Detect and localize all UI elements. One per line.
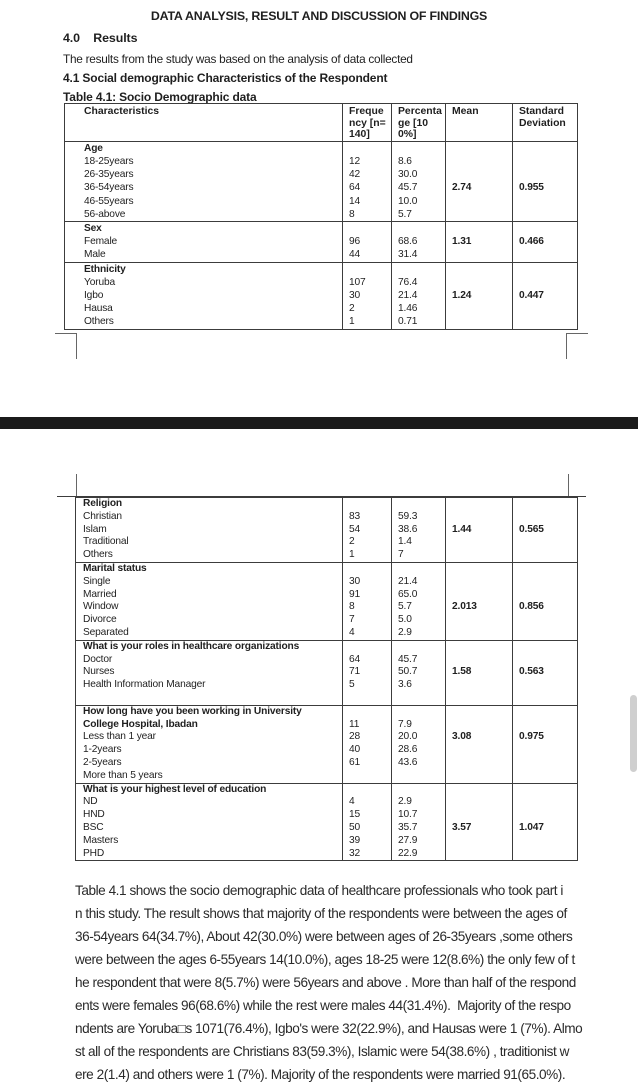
cell-standard-deviation: 0.565	[513, 524, 578, 537]
cell-mean	[446, 796, 513, 809]
cell-label: Others	[84, 316, 114, 328]
cell-standard-deviation	[513, 562, 578, 575]
paragraph-line: ents were females 96(68.6%) while the rest were males 44(31.4%). Majority of the respo	[75, 998, 571, 1013]
cell-frequency: 12	[343, 155, 392, 168]
cell-standard-deviation	[513, 141, 578, 155]
crop-mark-bottom-left	[55, 333, 77, 359]
cell-label: What is your highest level of education	[76, 783, 343, 796]
section-heading-4-1: 4.1 Social demographic Characteristics of the Respondent	[63, 71, 388, 85]
cell-mean	[446, 195, 513, 208]
cell-label: Doctor	[83, 653, 113, 665]
cell-label: Male	[84, 249, 106, 261]
cell-frequency: 64	[343, 654, 392, 667]
table-row	[65, 248, 578, 262]
cell-standard-deviation: 0.447	[513, 289, 578, 302]
cell-standard-deviation	[513, 627, 578, 640]
cell-standard-deviation	[513, 195, 578, 208]
cell-percentage	[392, 498, 446, 511]
cell-label: 56-above	[84, 208, 126, 220]
cell-percentage: 45.7	[392, 181, 446, 194]
table-row	[76, 524, 578, 537]
cell-label: Age	[65, 141, 343, 155]
table-row	[76, 576, 578, 589]
paragraph-line: were between the ages 6-55years 14(10.0%), ages 18-25 were 12(8.6%) the only few of t	[75, 952, 575, 967]
header-cell-standard-deviation: Standard Deviation	[513, 104, 578, 142]
table-row	[76, 627, 578, 640]
cell-mean	[446, 276, 513, 289]
cell-frequency	[343, 498, 392, 511]
table-row	[76, 744, 578, 757]
cell-frequency: 5	[343, 679, 392, 692]
cell-mean	[446, 614, 513, 627]
cell-standard-deviation	[513, 536, 578, 549]
cell-mean	[446, 262, 513, 276]
cell-percentage: 5.0	[392, 614, 446, 627]
paragraph-line: n this study. The result shows that majority of the respondents were between the ages of	[75, 906, 567, 921]
cell-mean	[446, 640, 513, 653]
demographics-table-page1	[64, 103, 578, 330]
cell-percentage: 1.46	[392, 302, 446, 315]
cell-standard-deviation	[513, 222, 578, 236]
table-row	[76, 536, 578, 549]
cell-percentage: 38.6	[392, 524, 446, 537]
cell-label: 2-5years	[83, 756, 122, 768]
paragraph-line: st all of the respondents are Christians 83(59.3%), Islamic were 54(38.6%) , traditionist w	[75, 1044, 569, 1059]
cell-percentage: 2.9	[392, 796, 446, 809]
table-row	[65, 302, 578, 315]
cell-mean	[446, 549, 513, 562]
cell-frequency: 8	[343, 601, 392, 614]
cell-standard-deviation	[513, 770, 578, 783]
table-row	[76, 809, 578, 822]
cell-mean	[446, 168, 513, 181]
cell-percentage: 59.3	[392, 511, 446, 524]
cell-mean	[446, 705, 513, 731]
cell-mean: 3.08	[446, 731, 513, 744]
cell-label: Traditional	[83, 536, 129, 548]
cell-frequency: 96	[343, 235, 392, 248]
cell-percentage: 65.0	[392, 589, 446, 602]
cell-percentage: 0.71	[392, 315, 446, 329]
cell-frequency: 14	[343, 195, 392, 208]
cell-standard-deviation	[513, 692, 578, 705]
cell-frequency: 44	[343, 248, 392, 262]
cell-mean: 1.44	[446, 524, 513, 537]
cell-frequency: 2	[343, 536, 392, 549]
table-row	[76, 731, 578, 744]
cell-frequency: 61	[343, 757, 392, 770]
cell-label: Nurses	[83, 666, 115, 678]
cell-label: BSC	[83, 821, 104, 833]
table-row	[76, 770, 578, 783]
cell-standard-deviation	[513, 835, 578, 848]
cell-percentage: 20.0	[392, 731, 446, 744]
header-cell-mean: Mean	[446, 104, 513, 142]
cell-percentage: 2.9	[392, 627, 446, 640]
cell-frequency	[343, 770, 392, 783]
cell-percentage: 10.7	[392, 809, 446, 822]
cell-percentage: 5.7	[392, 208, 446, 222]
cell-label: Divorce	[83, 614, 117, 626]
cell-mean	[446, 679, 513, 692]
cell-label: How long have you been working in University College Hospital, Ibadan	[76, 705, 343, 731]
cell-percentage: 21.4	[392, 289, 446, 302]
cell-mean	[446, 848, 513, 861]
cell-frequency: 91	[343, 589, 392, 602]
cell-percentage: 7	[392, 549, 446, 562]
cell-percentage: 50.7	[392, 666, 446, 679]
cell-label: Ethnicity	[65, 262, 343, 276]
cell-frequency: 4	[343, 796, 392, 809]
table-section-header-row	[76, 498, 578, 511]
cell-mean	[446, 757, 513, 770]
cell-label: ND	[83, 796, 98, 808]
document-title: DATA ANALYSIS, RESULT AND DISCUSSION OF FINDINGS	[150, 9, 488, 23]
table-row	[76, 601, 578, 614]
cell-percentage: 10.0	[392, 195, 446, 208]
cell-mean: 3.57	[446, 822, 513, 835]
cell-percentage: 43.6	[392, 757, 446, 770]
cell-label: Hausa	[84, 303, 113, 315]
cell-mean	[446, 576, 513, 589]
cell-label	[76, 692, 343, 705]
table-row	[76, 549, 578, 562]
table-section-header-row	[76, 705, 578, 731]
cell-frequency: 32	[343, 848, 392, 861]
cell-standard-deviation: 0.975	[513, 731, 578, 744]
demographics-table-page2	[75, 497, 578, 861]
cell-mean	[446, 809, 513, 822]
cell-standard-deviation: 0.466	[513, 235, 578, 248]
cell-standard-deviation	[513, 848, 578, 861]
cell-label: Islam	[83, 523, 107, 535]
cell-label: Health Information Manager	[83, 679, 206, 691]
cell-mean: 1.24	[446, 289, 513, 302]
table-row	[65, 155, 578, 168]
cell-mean	[446, 562, 513, 575]
table-row	[65, 181, 578, 194]
cell-mean	[446, 222, 513, 236]
table-row	[65, 276, 578, 289]
cell-standard-deviation	[513, 248, 578, 262]
cell-label: More than 5 years	[83, 769, 163, 781]
cell-percentage: 28.6	[392, 744, 446, 757]
header-cell-percentage: Percentage [100%]	[392, 104, 446, 142]
cell-standard-deviation	[513, 549, 578, 562]
table-section-header-row	[65, 222, 578, 236]
cell-frequency: 83	[343, 511, 392, 524]
cell-standard-deviation	[513, 302, 578, 315]
intro-text: The results from the study was based on the analysis of data collected	[63, 52, 413, 66]
cell-label: 26-35years	[84, 169, 134, 181]
cell-label: Others	[83, 549, 113, 561]
cell-label: Religion	[76, 498, 343, 511]
cell-standard-deviation	[513, 783, 578, 796]
cell-mean	[446, 692, 513, 705]
cell-label: HND	[83, 809, 105, 821]
cell-frequency	[343, 222, 392, 236]
analysis-paragraph	[75, 879, 583, 1086]
cell-label: Separated	[83, 626, 129, 638]
cell-percentage	[392, 770, 446, 783]
section-heading-4-0: 4.0 Results	[63, 31, 138, 45]
cell-percentage: 22.9	[392, 848, 446, 861]
cell-standard-deviation	[513, 168, 578, 181]
cell-frequency	[343, 562, 392, 575]
cell-frequency: 30	[343, 576, 392, 589]
crop-mark-top-left	[76, 474, 77, 497]
cell-label: Single	[83, 575, 111, 587]
cell-mean: 2.013	[446, 601, 513, 614]
cell-mean	[446, 155, 513, 168]
table-row	[76, 679, 578, 692]
cell-frequency: 4	[343, 627, 392, 640]
cell-standard-deviation: 1.047	[513, 822, 578, 835]
cell-percentage: 31.4	[392, 248, 446, 262]
cell-frequency	[343, 640, 392, 653]
cell-percentage	[392, 262, 446, 276]
table-row	[76, 835, 578, 848]
table-header-row	[65, 104, 578, 142]
cell-standard-deviation	[513, 640, 578, 653]
header-cell-frequency: Frequency [n=140]	[343, 104, 392, 142]
cell-label: Less than 1 year	[83, 731, 156, 743]
cell-mean	[446, 627, 513, 640]
cell-label: Sex	[65, 222, 343, 236]
cell-label: Window	[83, 601, 119, 613]
table-row	[65, 235, 578, 248]
cell-frequency	[343, 141, 392, 155]
cell-standard-deviation: 0.955	[513, 181, 578, 194]
cell-frequency: 28	[343, 731, 392, 744]
cell-frequency	[343, 692, 392, 705]
cell-standard-deviation	[513, 276, 578, 289]
cell-percentage: 27.9	[392, 835, 446, 848]
cell-standard-deviation	[513, 511, 578, 524]
cell-mean	[446, 770, 513, 783]
cell-label: Marital status	[76, 562, 343, 575]
cell-label: Married	[83, 588, 117, 600]
cell-label: 46-55years	[84, 195, 134, 207]
cell-frequency: 11	[343, 705, 392, 731]
cell-percentage	[392, 141, 446, 155]
cell-label: PHD	[83, 847, 105, 859]
cell-standard-deviation	[513, 744, 578, 757]
table-row	[76, 692, 578, 705]
paragraph-line: he respondent that were 8(5.7%) were 56years and above . More than half of the respond	[75, 975, 576, 990]
cell-percentage: 68.6	[392, 235, 446, 248]
table-row	[76, 757, 578, 770]
cell-label: 18-25years	[84, 155, 134, 167]
cell-mean	[446, 511, 513, 524]
table-row	[76, 589, 578, 602]
cell-percentage: 5.7	[392, 601, 446, 614]
table-row	[76, 848, 578, 861]
table-section-header-row	[76, 562, 578, 575]
paragraph-line: Table 4.1 shows the socio demographic data of healthcare professionals who took part i	[75, 883, 563, 898]
crop-mark-top-right	[568, 474, 569, 497]
cell-label: Female	[84, 236, 118, 248]
cell-mean	[446, 248, 513, 262]
table-row	[76, 614, 578, 627]
cell-frequency: 107	[343, 276, 392, 289]
cell-standard-deviation	[513, 208, 578, 222]
table-row	[65, 315, 578, 329]
table-section-header-row	[65, 262, 578, 276]
cell-frequency: 1	[343, 315, 392, 329]
cell-percentage: 45.7	[392, 654, 446, 667]
cell-mean	[446, 208, 513, 222]
cell-standard-deviation	[513, 614, 578, 627]
cell-mean: 1.31	[446, 235, 513, 248]
cell-standard-deviation	[513, 589, 578, 602]
paragraph-line: 36-54years 64(34.7%), About 42(30.0%) were between ages of 26-35years ,some others	[75, 929, 573, 944]
table-section-header-row	[76, 640, 578, 653]
cell-percentage	[392, 692, 446, 705]
scrollbar-thumb[interactable]	[630, 695, 637, 772]
cell-percentage	[392, 640, 446, 653]
paragraph-line: ndents are Yoruba□s 1071(76.4%), Igbo's were 32(22.9%), and Hausas were 1 (7%). Almo	[75, 1021, 583, 1036]
cell-mean	[446, 315, 513, 329]
table-row	[76, 822, 578, 835]
cell-frequency: 1	[343, 549, 392, 562]
cell-standard-deviation: 0.563	[513, 666, 578, 679]
cell-frequency: 50	[343, 822, 392, 835]
cell-frequency: 8	[343, 208, 392, 222]
paragraph-line: ere 2(1.4) and others were 1 (7%). Majority of the respondents were married 91(65.0%).	[75, 1067, 566, 1082]
page-separator	[0, 417, 638, 429]
cell-percentage	[392, 562, 446, 575]
cell-standard-deviation	[513, 705, 578, 731]
cell-frequency: 71	[343, 666, 392, 679]
table-section-header-row	[76, 783, 578, 796]
cell-frequency	[343, 262, 392, 276]
cell-percentage	[392, 222, 446, 236]
cell-mean	[446, 589, 513, 602]
cell-standard-deviation	[513, 679, 578, 692]
cell-frequency: 7	[343, 614, 392, 627]
cell-standard-deviation	[513, 498, 578, 511]
cell-label: Yoruba	[84, 276, 116, 288]
cell-mean: 2.74	[446, 181, 513, 194]
cell-mean	[446, 744, 513, 757]
cell-label: Igbo	[84, 290, 104, 302]
cell-label: Christian	[83, 510, 122, 522]
cell-label: What is your roles in healthcare organizations	[76, 640, 343, 653]
cell-standard-deviation	[513, 809, 578, 822]
table-section-header-row	[65, 141, 578, 155]
table-row	[65, 195, 578, 208]
cell-mean	[446, 783, 513, 796]
cell-standard-deviation	[513, 757, 578, 770]
table-row	[65, 208, 578, 222]
cell-mean	[446, 498, 513, 511]
cell-percentage: 3.6	[392, 679, 446, 692]
cell-percentage: 21.4	[392, 576, 446, 589]
header-cell-label: Characteristics	[65, 104, 343, 142]
cell-frequency: 54	[343, 524, 392, 537]
cell-standard-deviation	[513, 576, 578, 589]
table-caption: Table 4.1: Socio Demographic data	[63, 90, 257, 104]
cell-frequency: 42	[343, 168, 392, 181]
cell-mean	[446, 536, 513, 549]
cell-frequency: 30	[343, 289, 392, 302]
cell-frequency	[343, 783, 392, 796]
cell-label: Masters	[83, 834, 119, 846]
table-row	[76, 511, 578, 524]
cell-standard-deviation	[513, 262, 578, 276]
cell-frequency: 2	[343, 302, 392, 315]
cell-percentage: 30.0	[392, 168, 446, 181]
cell-standard-deviation: 0.856	[513, 601, 578, 614]
table-row	[65, 168, 578, 181]
cell-frequency: 40	[343, 744, 392, 757]
cell-mean: 1.58	[446, 666, 513, 679]
table-row	[65, 289, 578, 302]
cell-percentage: 35.7	[392, 822, 446, 835]
cell-standard-deviation	[513, 155, 578, 168]
cell-frequency: 64	[343, 181, 392, 194]
table-row	[76, 666, 578, 679]
cell-frequency: 15	[343, 809, 392, 822]
cell-percentage: 7.9	[392, 705, 446, 731]
cell-standard-deviation	[513, 654, 578, 667]
cell-mean	[446, 302, 513, 315]
table-row	[76, 796, 578, 809]
cell-label: 36-54years	[84, 182, 134, 194]
cell-percentage	[392, 783, 446, 796]
crop-mark-bottom-right	[566, 333, 588, 359]
cell-percentage: 76.4	[392, 276, 446, 289]
cell-standard-deviation	[513, 315, 578, 329]
table-row	[76, 654, 578, 667]
cell-mean	[446, 141, 513, 155]
cell-label: 1-2years	[83, 744, 122, 756]
cell-standard-deviation	[513, 796, 578, 809]
cell-frequency: 39	[343, 835, 392, 848]
cell-mean	[446, 654, 513, 667]
cell-mean	[446, 835, 513, 848]
cell-percentage: 8.6	[392, 155, 446, 168]
cell-percentage: 1.4	[392, 536, 446, 549]
